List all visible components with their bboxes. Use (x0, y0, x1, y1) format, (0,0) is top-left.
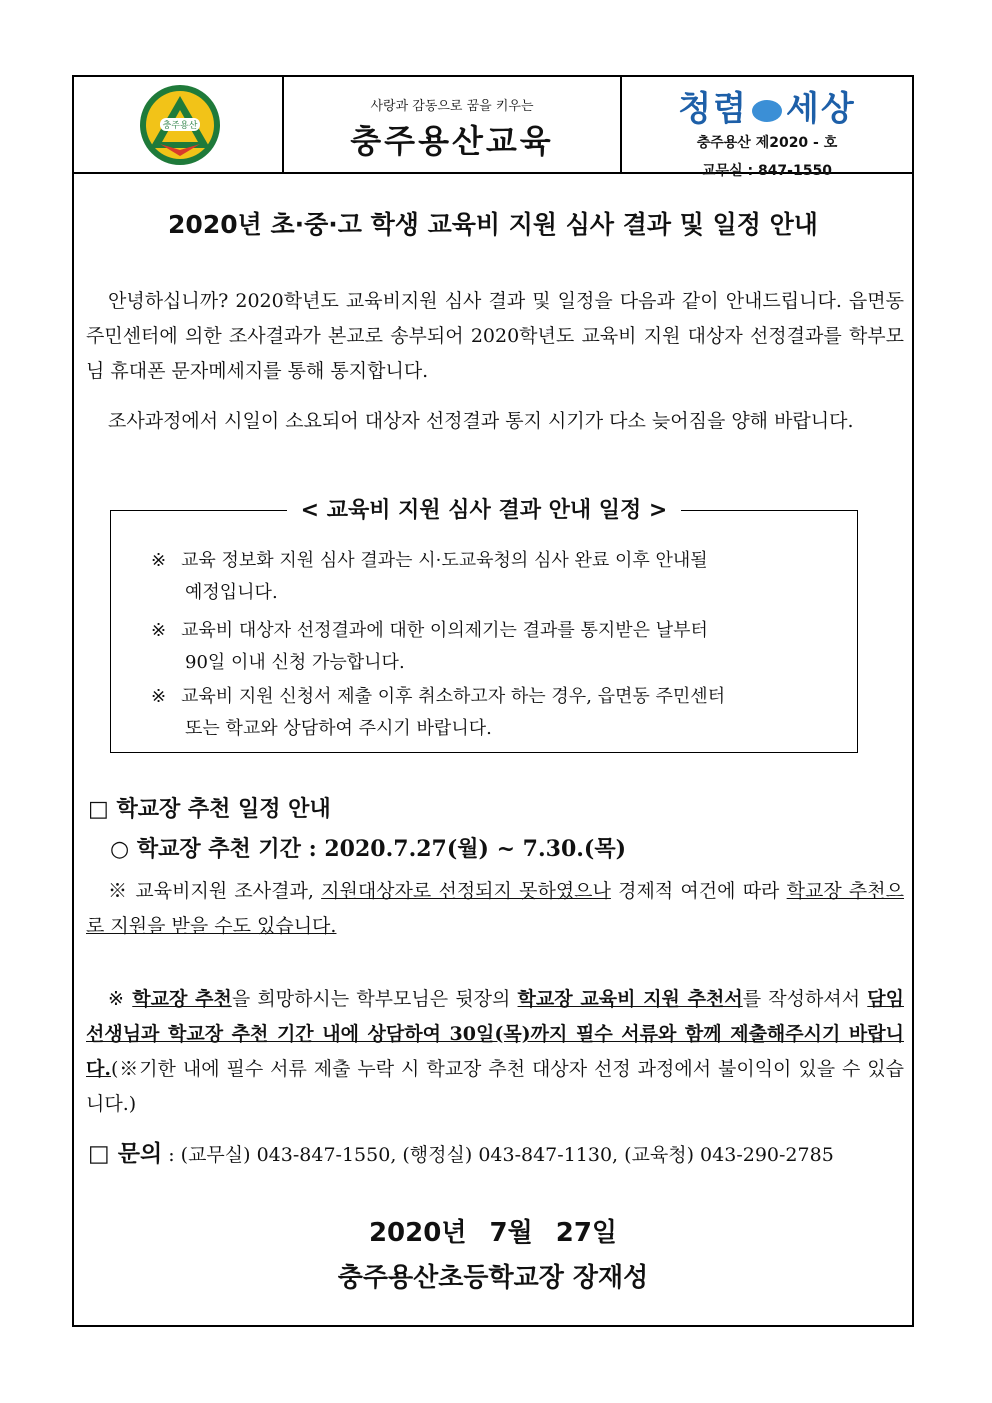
issue-date: 2020년 7월 27일 (368, 1218, 618, 1248)
schedule-note (151, 615, 847, 679)
note-mark: ※ (151, 620, 167, 641)
school-emblem (130, 82, 230, 168)
office-phone: 교무실 : 847-1550 (702, 163, 832, 179)
logo-cell (74, 77, 284, 172)
principal-note-2 (86, 982, 904, 1122)
underlined-text: 학교장 추천으로 지원을 받을 수도 있습니다. (86, 880, 904, 937)
globe-icon (752, 100, 782, 122)
brand-cell (622, 77, 912, 179)
text: ※ (108, 988, 133, 1010)
intro-paragraph-2: 조사과정에서 시일이 소요되어 대상자 선정결과 통지 시기가 다소 늦어짐을 양해 바랍니다. (108, 410, 854, 432)
note-text-cont: 예정입니다. (185, 582, 278, 603)
org-cell (284, 77, 622, 172)
underlined-text: 학교장 교육비 지원 추천서 (517, 988, 743, 1010)
contact-line (88, 1135, 834, 1168)
note-text-cont: 또는 학교와 상담하여 주시기 바랍니다. (185, 718, 492, 739)
org-name: 충주용산교육 (350, 122, 554, 160)
note-text-cont: 90일 이내 신청 가능합니다. (185, 652, 405, 673)
contact-numbers: : (교무실) 043-847-1550, (행정실) 043-847-1130, (교육청) 043-290-2785 (162, 1144, 834, 1166)
brand-left: 청렴 (678, 89, 748, 129)
recommendation-period: ○ 학교장 추천 기간 : 2020.7.27(월) ~ 7.30.(목) (110, 836, 626, 862)
text: 을 희망하시는 학부모님은 뒷장의 (231, 988, 518, 1010)
note-text: 교육 정보화 지원 심사 결과는 시·도교육청의 심사 완료 이후 안내될 (181, 550, 708, 571)
slogan: 사랑과 감동으로 꿈을 키우는 (370, 99, 534, 114)
brand-right: 세상 (786, 89, 856, 129)
svg-text:충주용산: 충주용산 (162, 121, 198, 131)
schedule-box-title-wrap (111, 493, 857, 524)
signer: 충주용산초등학교장 장재성 (337, 1263, 649, 1293)
text: 경제적 여건에 따라 (610, 880, 787, 902)
note-text: 교육비 지원 신청서 제출 이후 취소하고자 하는 경우, 읍면동 주민센터 (181, 686, 726, 707)
underlined-text: 학교장 추천 (132, 988, 232, 1010)
principal-note-1 (86, 874, 904, 944)
note-text: 교육비 대상자 선정결과에 대한 이의제기는 결과를 통지받은 날부터 (181, 620, 708, 641)
text: 를 작성하셔서 (742, 988, 868, 1010)
section-heading-principal: □ 학교장 추천 일정 안내 (88, 797, 331, 822)
underlined-text: 지원대상자로 선정되지 못하였으나 (321, 880, 611, 902)
underlined-text: 담임선생님과 학교장 추천 기간 내에 상담하여 30일(목)까지 필수 서류와 함께 제출해주시기 바랍니다. (86, 988, 904, 1080)
doc-number: 충주용산 제2020 - 호 (696, 135, 838, 151)
intro-paragraph-1: 안녕하십니까? 2020학년도 교육비지원 심사 결과 및 일정을 다음과 같이 안내드립니다. 읍면동 주민센터에 의한 조사결과가 본교로 송부되어 2020학년도 교육비 지원 대상자 선정결과를 학부모님 휴대폰 문자메세지를 통해 통지합니다. (86, 290, 904, 382)
schedule-box-title: < 교육비 지원 심사 결과 안내 일정 > (287, 498, 682, 523)
note-mark: ※ (151, 686, 167, 707)
contact-label: □ 문의 (88, 1141, 163, 1167)
text: (※기한 내에 필수 서류 제출 누락 시 학교장 추천 대상자 선정 과정에서 불이익이 있을 수 있습니다.) (86, 1058, 904, 1115)
document-title: 2020년 초·중·고 학생 교육비 지원 심사 결과 및 일정 안내 (168, 210, 818, 239)
schedule-box (110, 498, 858, 753)
brand-logo (622, 81, 912, 130)
note-mark: ※ (151, 550, 167, 571)
document-frame (72, 75, 914, 1327)
letterhead (74, 77, 912, 179)
text: ※ 교육비지원 조사결과, (108, 880, 322, 902)
schedule-note (151, 545, 847, 609)
schedule-note (151, 681, 847, 745)
